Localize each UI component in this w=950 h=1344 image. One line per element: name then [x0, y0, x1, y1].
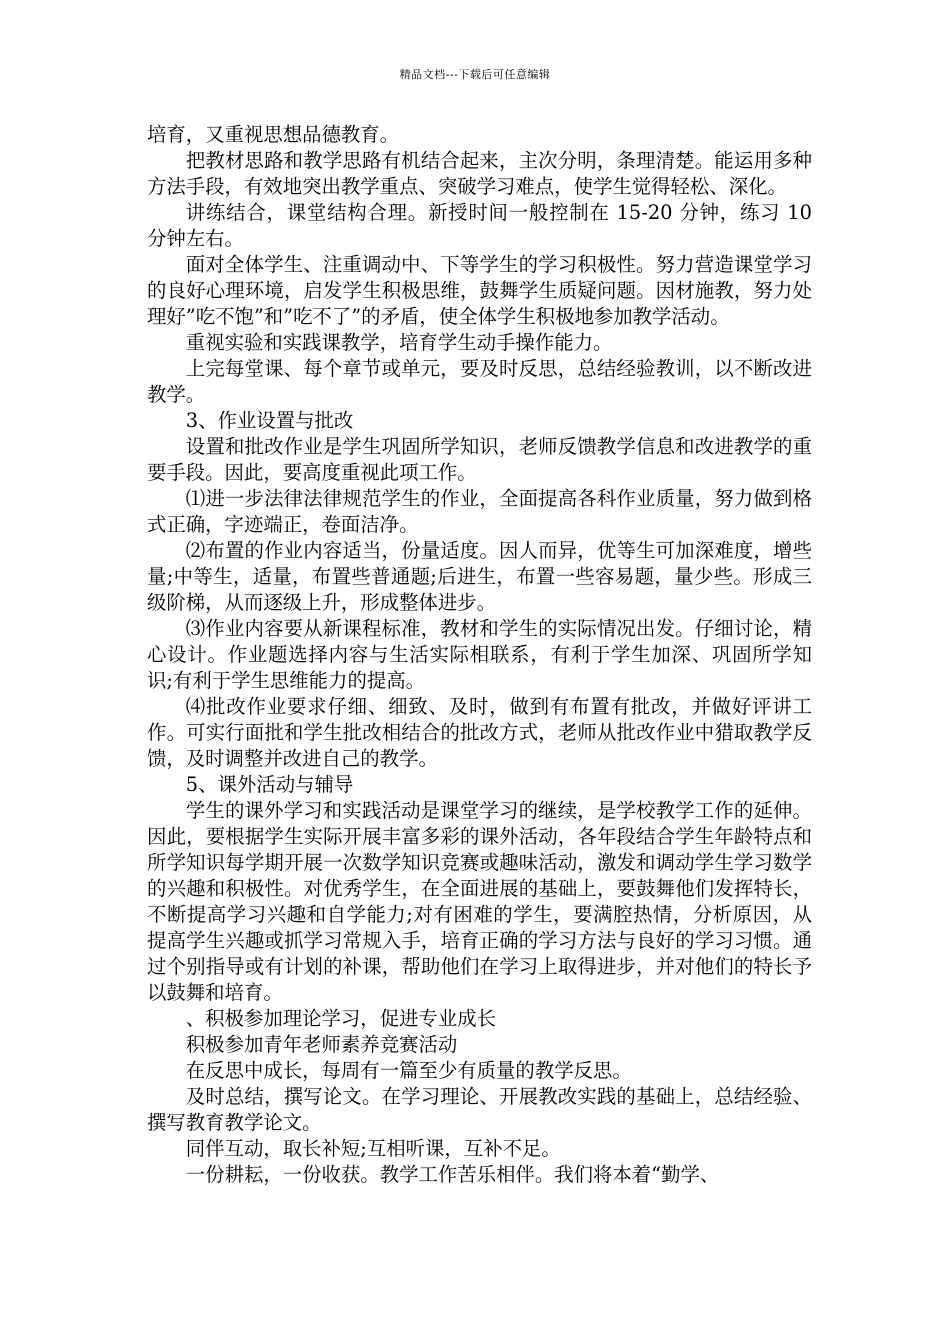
paragraph: 同伴互动，取长补短;互相听课，互补不足。 — [185, 1137, 561, 1160]
document-body — [147, 122, 812, 1188]
list-item: ⑴进一步法律法律规范学生的作业，全面提高各科作业质量，努力做到格式正确，字迹端正，卷面洁净。 — [147, 487, 812, 536]
page-header: 精品文档---下载后可任意编辑 — [399, 68, 551, 81]
paragraph: 培育，又重视思想品德教育。 — [147, 123, 400, 146]
list-item: ⑷批改作业要求仔细、细致、及时，做到有布置有批改，并做好评讲工作。可实行面批和学生批改相结合的批改方式，老师从批改作业中猎取教学反馈，及时调整并改进自己的教学。 — [147, 695, 812, 770]
list-item: ⑶作业内容要从新课程标准，教材和学生的实际情况出发。仔细讨论，精心设计。作业题选择内容与生活实际相联系，有利于学生加深、巩固所学知识;有利于学生思维能力的提高。 — [147, 617, 812, 692]
section-heading: 5、课外活动与辅导 — [185, 773, 354, 796]
section-heading: 、积极参加理论学习，促进专业成长 — [185, 1007, 497, 1030]
paragraph: 及时总结，撰写论文。在学习理论、开展教改实践的基础上，总结经验、撰写教育教学论文。 — [147, 1085, 812, 1134]
paragraph: 积极参加青年老师素养竞赛活动 — [185, 1033, 458, 1056]
section-heading: 3、作业设置与批改 — [185, 409, 354, 432]
paragraph: 讲练结合，课堂结构合理。新授时间一般控制在 15-20 分钟，练习 10 分钟左右。 — [147, 201, 812, 250]
paragraph: 设置和批改作业是学生巩固所学知识，老师反馈教学信息和改进教学的重要手段。因此，要高度重视此项工作。 — [147, 435, 812, 484]
paragraph: 学生的课外学习和实践活动是课堂学习的继续，是学校教学工作的延伸。因此，要根据学生实际开展丰富多彩的课外活动，各年段结合学生年龄特点和所学知识每学期开展一次数学知识竞赛或趣味活动，激发和调动学生学习数学的兴趣和积极性。对优秀学生，在全面进展的基础上，要鼓舞他们发挥特长，不断提高学习兴趣和自学能力;对有困难的学生，要满腔热情，分析原因，从提高学生兴趣或抓学习常规入手，培育正确的学习方法与良好的学习习惯。通过个别指导或有计划的补课，帮助他们在学习上取得进步，并对他们的特长予以鼓舞和培育。 — [147, 799, 812, 1004]
list-item: ⑵布置的作业内容适当，份量适度。因人而异，优等生可加深难度，增些量;中等生，适量，布置些普通题;后进生，布置一些容易题，量少些。形成三级阶梯，从而逐级上升，形成整体进步。 — [147, 539, 812, 614]
paragraph: 面对全体学生、注重调动中、下等学生的学习积极性。努力营造课堂学习的良好心理环境，启发学生积极思维，鼓舞学生质疑问题。因材施教，努力处理好”吃不饱”和”吃不了”的矛盾，使全体学生积极地参加教学活动。 — [147, 253, 812, 328]
paragraph: 一份耕耘，一份收获。教学工作苦乐相伴。我们将本着“勤学、 — [185, 1163, 720, 1186]
paragraph: 重视实验和实践课教学，培育学生动手操作能力。 — [185, 331, 613, 354]
paragraph: 在反思中成长，每周有一篇至少有质量的教学反思。 — [185, 1059, 632, 1082]
paragraph: 把教材思路和教学思路有机结合起来，主次分明，条理清楚。能运用多种方法手段，有效地突出教学重点、突破学习难点，使学生觉得轻松、深化。 — [147, 149, 812, 198]
paragraph: 上完每堂课、每个章节或单元，要及时反思，总结经验教训，以不断改进教学。 — [147, 357, 812, 406]
